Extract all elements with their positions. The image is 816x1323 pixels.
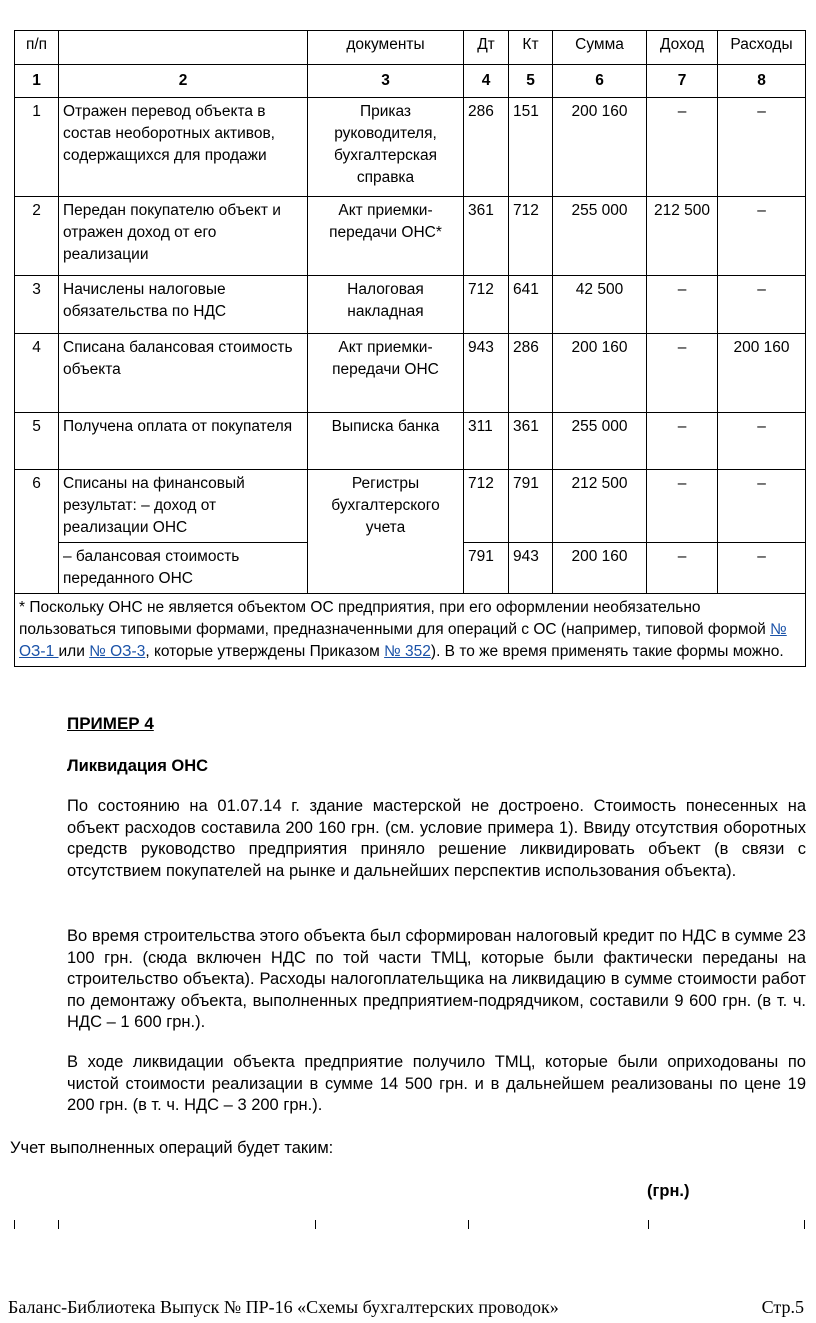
amount: 200 160 <box>553 334 647 413</box>
credit-account: 943 <box>509 543 553 594</box>
expense: – <box>718 276 806 334</box>
paragraph-block <box>67 926 806 1034</box>
credit-account: 712 <box>509 197 553 276</box>
credit-account: 641 <box>509 276 553 334</box>
header-cell: Сумма <box>553 31 647 65</box>
paragraph: Во время строительства этого объекта был сформирован налоговый кредит по НДС в сумме 23 100 грн. (сюда включен НДС по той части ТМЦ, которые были фактически переданы на строительство объекта). Расходы налогоплательщика на ликвидацию в сумме стоимости работ по демонтажу объекта, выполненных предприятием-подрядчиком, составили 9 600 грн. (в т. ч. НДС – 1 600 грн.). <box>67 927 806 1031</box>
income: – <box>647 98 718 197</box>
column-number: 8 <box>718 65 806 98</box>
column-number: 3 <box>308 65 464 98</box>
order-352-link[interactable]: № 352 <box>384 643 431 660</box>
income: – <box>647 334 718 413</box>
debit-account: 791 <box>464 543 509 594</box>
paragraph: По состоянию на 01.07.14 г. здание мастерской не достроено. Стоимость понесенных на объект расходов составила 200 160 грн. (см. условие примера 1). Ввиду отсутствия оборотных средств руководство предприятия приняло решение ликвидировать объект (в связи с отсутствием покупателей на рынке и дальнейших перспектив использования объекта). <box>67 797 806 880</box>
header-cell: документы <box>308 31 464 65</box>
table-border-tick <box>648 1220 649 1229</box>
income: – <box>647 276 718 334</box>
expense: – <box>718 413 806 470</box>
amount: 255 000 <box>553 197 647 276</box>
table-border-tick <box>468 1220 469 1229</box>
table-border-tick <box>315 1220 316 1229</box>
amount: 200 160 <box>553 543 647 594</box>
header-cell: Расходы <box>718 31 806 65</box>
operation-description: – балансовая стоимость переданного ОНС <box>59 543 308 594</box>
document-name: Регистры бухгалтерского учета <box>308 470 464 594</box>
operation-description: Отражен перевод объекта в состав необоротных активов, содержащихся для продажи <box>59 98 308 197</box>
footnote-text: ). В то же время применять такие формы можно. <box>430 643 784 660</box>
table-row <box>15 470 806 543</box>
header-row <box>15 31 806 65</box>
operation-description: Списаны на финансовый результат: – доход от реализации ОНС <box>59 470 308 543</box>
document-name: Акт приемки-передачи ОНС <box>308 334 464 413</box>
header-cell: п/п <box>15 31 59 65</box>
document-name: Приказ руководителя, бухгалтерская справка <box>308 98 464 197</box>
debit-account: 943 <box>464 334 509 413</box>
debit-account: 311 <box>464 413 509 470</box>
income: – <box>647 470 718 543</box>
operation-description: Передан покупателю объект и отражен доход от его реализации <box>59 197 308 276</box>
row-number: 3 <box>15 276 59 334</box>
income: – <box>647 543 718 594</box>
footnote-row <box>15 594 806 667</box>
amount: 212 500 <box>553 470 647 543</box>
operation-description: Списана балансовая стоимость объекта <box>59 334 308 413</box>
credit-account: 286 <box>509 334 553 413</box>
credit-account: 361 <box>509 413 553 470</box>
table-row <box>15 98 806 197</box>
footer-publication: Баланс-Библиотека Выпуск № ПР-16 «Схемы бухгалтерских проводок» <box>8 1297 559 1317</box>
footnote-text: , которые утверждены Приказом <box>145 643 385 660</box>
operation-description: Получена оплата от покупателя <box>59 413 308 470</box>
header-cell: Дт <box>464 31 509 65</box>
row-number: 6 <box>15 470 59 594</box>
table-border-tick <box>14 1220 15 1229</box>
document-name: Выписка банка <box>308 413 464 470</box>
column-number: 7 <box>647 65 718 98</box>
column-number: 5 <box>509 65 553 98</box>
header-cell <box>59 31 308 65</box>
operation-description: Начислены налоговые обязательства по НДС <box>59 276 308 334</box>
header-cell: Доход <box>647 31 718 65</box>
credit-account: 151 <box>509 98 553 197</box>
row-number: 1 <box>15 98 59 197</box>
column-number: 4 <box>464 65 509 98</box>
expense: – <box>718 98 806 197</box>
income: – <box>647 413 718 470</box>
expense: – <box>718 543 806 594</box>
credit-account: 791 <box>509 470 553 543</box>
column-number-row <box>15 65 806 98</box>
operations-table <box>14 30 806 667</box>
form-oz3-link[interactable]: № ОЗ-3 <box>89 643 146 660</box>
document-name: Налоговая накладная <box>308 276 464 334</box>
paragraph-block <box>67 796 806 882</box>
footer-page-number: Стр.5 <box>761 1297 804 1317</box>
header-cell: Кт <box>509 31 553 65</box>
unit-label: (грн.) <box>647 1182 690 1200</box>
column-number: 1 <box>15 65 59 98</box>
amount: 255 000 <box>553 413 647 470</box>
debit-account: 286 <box>464 98 509 197</box>
expense: – <box>718 197 806 276</box>
debit-account: 712 <box>464 470 509 543</box>
amount: 42 500 <box>553 276 647 334</box>
footnote-text: или <box>58 643 90 660</box>
footnote-text: * Поскольку ОНС не является объектом ОС предприятия, при его оформлении необязательно пользоваться типовыми формами, предназначенными для операций с ОС (например, типовой формой <box>19 599 771 638</box>
footnote <box>15 594 806 667</box>
row-number: 4 <box>15 334 59 413</box>
table-border-tick <box>804 1220 805 1229</box>
column-number: 2 <box>59 65 308 98</box>
table-border-tick <box>58 1220 59 1229</box>
amount: 200 160 <box>553 98 647 197</box>
row-number: 2 <box>15 197 59 276</box>
expense: – <box>718 470 806 543</box>
document-name: Акт приемки-передачи ОНС* <box>308 197 464 276</box>
table-row <box>15 334 806 413</box>
debit-account: 712 <box>464 276 509 334</box>
lead-text: Учет выполненных операций будет таким: <box>10 1139 334 1157</box>
example-title: ПРИМЕР 4 <box>67 714 154 733</box>
form-oz1-link[interactable]: № ОЗ-1 <box>19 621 787 660</box>
table-row <box>15 413 806 470</box>
income: 212 500 <box>647 197 718 276</box>
paragraph-block <box>67 1052 806 1117</box>
example-subtitle: Ликвидация ОНС <box>67 757 209 775</box>
table-row <box>15 197 806 276</box>
expense: 200 160 <box>718 334 806 413</box>
paragraph: В ходе ликвидации объекта предприятие получило ТМЦ, которые были оприходованы по чистой стоимости реализации в сумме 14 500 грн. и в дальнейшем реализованы по цене 19 200 грн. (в т. ч. НДС – 3 200 грн.). <box>67 1053 806 1114</box>
row-number: 5 <box>15 413 59 470</box>
debit-account: 361 <box>464 197 509 276</box>
column-number: 6 <box>553 65 647 98</box>
table-row <box>15 276 806 334</box>
